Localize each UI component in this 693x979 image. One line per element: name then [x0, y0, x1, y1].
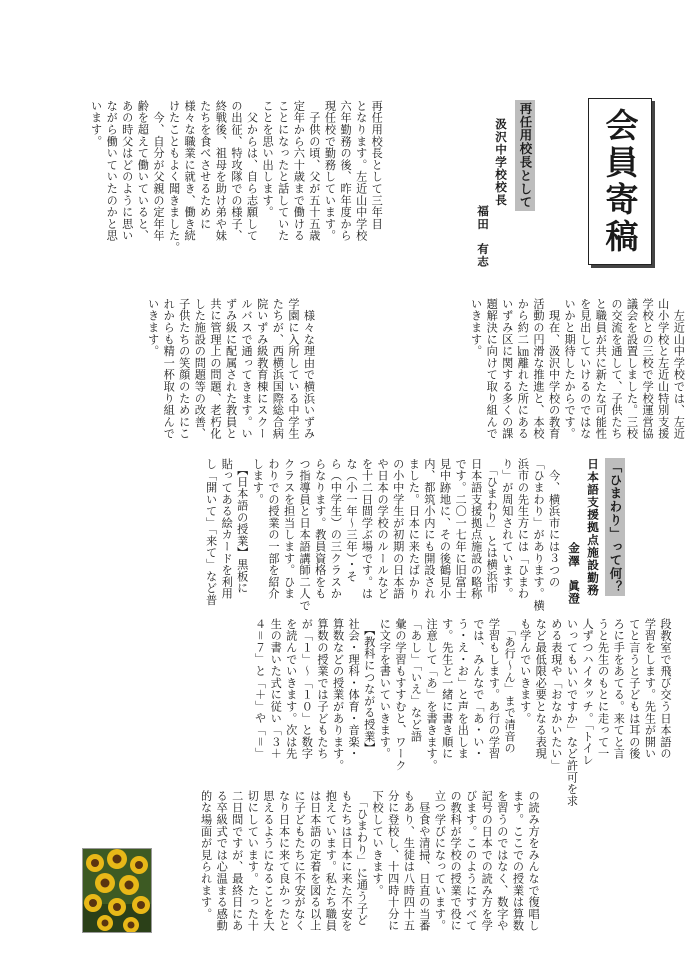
section-title: 会員寄稿	[588, 98, 652, 265]
article1-author: 福田 有志	[476, 205, 490, 268]
article2-text-block-2: 段教室で飛び交う日本語の 学習をします。先生が開い てと言うと子どもは耳の後 ろに手をあてる。来てと言 うと先生のもとに走って一 人ずつハイタッチ。「トイレ いってもいいですか」など許可を求 める表現や「おなかいたい」 など最低限必要となる表現 も学んでいきます。 「あ行～ん」まで清音の 学習もします。あ行の学習 では、みんなで「あ・い・ う・え・お」と声を出しま す。先生と一緒に書き順に 注意して「あ」を書きます。 「あし」「いえ」など語 彙の学習もすすむと、ワーク に文字を書いていきます。 【教科につながる授業】 社会・理科・体育・音楽・ 算数などの授業があります。 算数の授業では子どもたち が「１」～「１０」と数字 を読んでいきます。次は先 生の書いた式に従い「３＋ ４＝７」と「＋」や「＝」	[253, 618, 673, 807]
article2-heading: 「ひまわり」って何？	[605, 458, 625, 596]
sunflower-icon	[83, 849, 151, 932]
article1-text-block-3: 様々な理由で横浜いずみ 学園に入所している中学生 たちが、西横浜国際総合病 院いずみ級教育棟にスクー ルバスで通ってきます。い ずみ級に配属された教員と 共に管理上の問題、老朽化 した施設の問題等の改善、 子供たちの笑顔のためにこ れからも精一杯取り組んで いきます。	[146, 298, 316, 440]
article1-text-block-2: 左近山中学校では、左近 山小学校と左近山特別支援 学校との三校で学校運営協 議会を設置しました。三校 の交流を通して、子供たち と職員が共に新たな可能性 を見出していけるのではな いかと期待したからです。 現在、汲沢中学校の教育 活動の円滑な推進と、本校 から約二㎞離れた所にある いずみ区に関する多くの課 題解決に向けて取り組んで いきます。	[469, 298, 686, 440]
article1-heading: 再任用校長として	[515, 100, 535, 211]
article2-affiliation: 日本語支援拠点施設勤務	[586, 458, 600, 597]
article1-affiliation: 汲沢中学校校長	[494, 118, 508, 207]
sunflower-photo	[82, 848, 152, 933]
article2-text-block-1: 今、横浜市には３つの 「ひまわり」があります。横 浜市の先生方には「ひまわ り」が周知されています。 「ひまわり」とは横浜市 日本語支援拠点施設の略称 です。二〇一七年に旧富士 見中跡地に、その後鶴見小 内、都筑小内にも開設され ました。日本に来たばかり の小中学生が初期の日本語 や日本の学校のルールなど を十二日間学ぶ場です。は な（小一年～三年）・そ ら（中学生）の三クラスか らなります。教員資格をも つ指導員と日本語講師二人で クラスを担当します。ひま わりでの授業の一部を紹介 します。 【日本語の授業】黒板に 貼ってある絵カードを利用 し「開いて」「来て」など普	[204, 458, 561, 612]
article2-text-block-3: の読み方をみんなで復唱し ます。ここでの授業は算数 を習うのではなく、数字や 記号の日本での読み方を学 びます。このようにすべて の教科が学校の授業で役に 立つ学びになっています。 昼食や清掃、日直の当番 もあり、生徒は八時四十五 分に登校し、十四時十分に 下校していきます。 「ひまわり」に通う子ど もたちは日本に来た不安を 抱えています。私たち職員 は日本語の定着を図る以上 に子どもたちに不安がなく なり日本に来て良かったと 思えるようになることを大 切にしています。たった十 二日間ですが、最終日にあ る卒級式では心温まる感動 的な場面が見られます。	[199, 790, 541, 932]
article2-author: 金澤 眞澄	[567, 542, 581, 605]
article1-text-block-1: 再任用校長として三年目 となります。左近山中学校 六年勤務の後、昨年度から 現任校で勤務しています。 子供の頃、父が五十五歳 定年から六十歳まで働ける ことになったと話していた ことを思い出します。 父からは、自ら志願して の出征、特攻隊での様子、 終戦後、祖母を助け弟や妹 たちを食べさせるために 様々な職業に就き、働き続 けたこともよく聞きました。 今、自分が父親の定年年 齢を超えて働いていると、 あの時父はどのように思い ながら働いていたのかと思 います。	[89, 100, 384, 254]
